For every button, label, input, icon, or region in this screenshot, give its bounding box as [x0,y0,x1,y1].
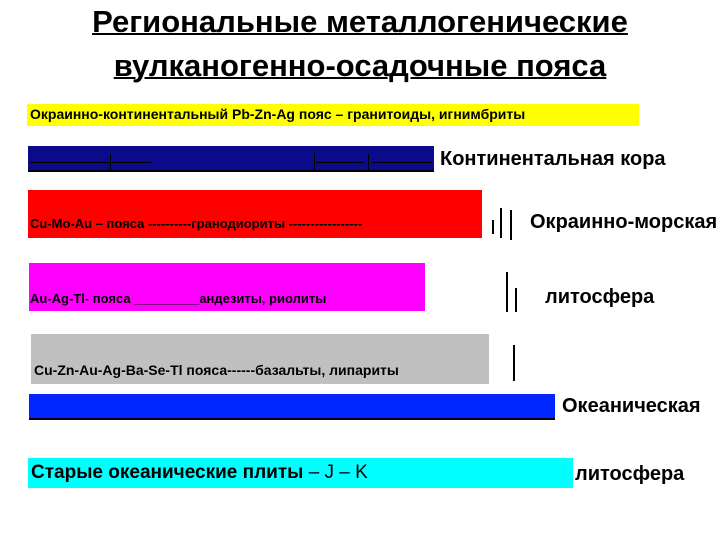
divider-bar-3 [510,210,512,240]
crust-tick-1 [110,154,111,170]
continental-crust-band [28,146,434,172]
lithosphere-label-1: литосфера [545,286,655,308]
crust-dash-4 [372,162,432,163]
old-oceanic-plates-age: – J – K [303,462,368,483]
lithosphere-label-2: литосфера [575,463,685,485]
divider-bar-4 [506,272,508,312]
cu-mo-au-belt-band [28,190,482,238]
continental-crust-label: Континентальная кора [440,148,666,170]
old-oceanic-plates-bold: Старые океанические плиты [31,462,304,483]
crust-tick-3 [368,154,369,170]
divider-bar-2 [500,208,502,238]
marginal-sea-label: Окраинно-морская [530,211,718,233]
au-ag-tl-belt-band [29,263,425,311]
crust-tick-2 [314,152,315,170]
page-title-line-2: вулканогенно-осадочные пояса [113,48,607,83]
page-title-line-1: Региональные металлогенические [92,4,628,39]
cu-zn-belt-band [31,334,489,384]
yellow-belt-band [27,104,639,126]
oceanic-band [29,394,555,420]
old-oceanic-plates-label [31,462,368,484]
old-oceanic-plates-band [28,458,573,488]
cu-zn-belt-label: Cu-Zn-Au-Ag-Ba-Se-Tl пояса------базальты, липариты [34,362,399,378]
crust-dash-2 [112,162,152,163]
divider-bar-5 [515,288,517,312]
divider-bar-1 [492,220,494,234]
crust-dash-3 [316,162,364,163]
yellow-belt-label: Окраинно-континентальный Pb-Zn-Ag пояс – гранитоиды, игнимбриты [30,106,526,122]
divider-bar-6 [513,345,515,381]
crust-dash-1 [30,162,110,163]
au-ag-tl-belt-label: Au-Ag-Tl- пояса _________андезиты, риолиты [30,291,327,306]
cu-mo-au-belt-label: Cu-Mo-Au – пояса ----------гранодиориты ----------------- [30,216,363,231]
oceanic-label: Океаническая [562,395,701,417]
